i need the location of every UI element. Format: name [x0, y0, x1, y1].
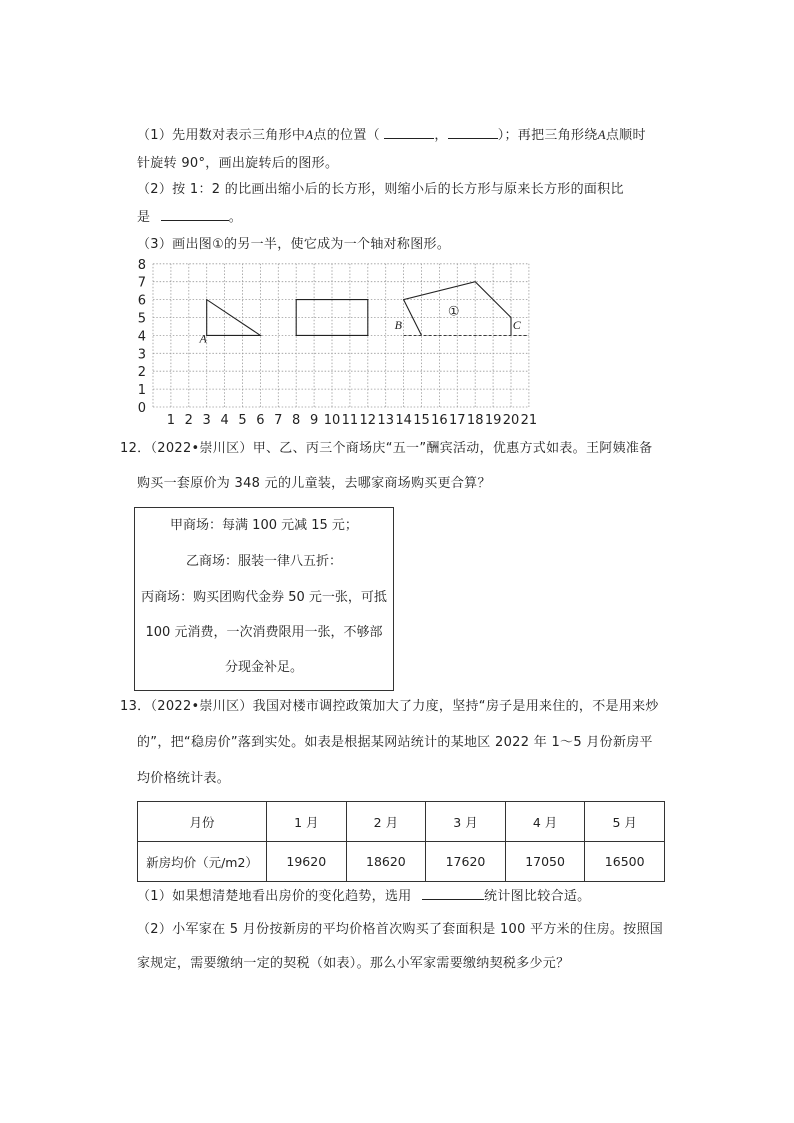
x-tick-label: 2: [184, 413, 193, 428]
x-tick-label: 11: [341, 413, 359, 428]
value-cell: 16500: [585, 842, 665, 882]
x-tick-label: 13: [377, 413, 394, 428]
x-tick-label: 6: [256, 413, 265, 428]
promo-store-a: 甲商场：每满 100 元减 15 元；: [170, 518, 358, 533]
row-label-cell: 新房均价（元/m2）: [138, 842, 267, 882]
promo-store-c-end: 分现金补足。: [224, 660, 303, 675]
y-tick-label: 2: [137, 365, 146, 381]
x-tick-label: 4: [220, 413, 229, 428]
q13-line2: 的”，把“稳房价”落到实处。如表是根据某网站统计的某地区 2022 年 1～5 月份新房平: [137, 735, 653, 750]
point-b-grid-label: B: [394, 318, 402, 333]
value-cell: 19620: [267, 842, 347, 882]
y-tick-label: 8: [137, 257, 146, 273]
answer-blank-y[interactable]: [448, 126, 498, 139]
y-tick-label: 5: [137, 311, 146, 327]
price-table-header: [138, 802, 665, 842]
y-tick-label: 0: [137, 401, 146, 416]
answer-blank-x[interactable]: [384, 126, 434, 139]
x-tick-label: 3: [202, 413, 211, 428]
x-tick-label: 14: [395, 413, 412, 428]
x-tick-label: 17: [449, 413, 466, 428]
q11-part3: （3）画出图①的另一半，使它成为一个轴对称图形。: [137, 237, 451, 252]
q13-sub2-line2: 家规定，需要缴纳一定的契税（如表）。那么小军家需要缴纳契税多少元？: [137, 956, 570, 971]
q13-line3: 均价格统计表。: [137, 771, 231, 786]
price-table: [137, 801, 665, 882]
point-a-label: A: [305, 127, 314, 142]
y-tick-label: 3: [137, 347, 146, 363]
y-tick-label: 1: [137, 383, 146, 399]
promo-store-b: 乙商场：服装一律八五折：: [185, 554, 342, 569]
point-c-grid-label: C: [512, 318, 521, 333]
point-a-grid-label: A: [199, 331, 207, 346]
answer-blank-ratio[interactable]: [161, 208, 229, 221]
q12-line2: 购买一套原价为 348 元的儿童装，去哪家商场购买更合算？: [137, 476, 491, 491]
q13-sub2-line1: （2）小军家在 5 月份按新房的平均价格首次购买了套面积是 100 平方米的住房。按照国: [137, 922, 664, 937]
promotion-box: [134, 507, 394, 691]
promo-store-c-cont: 100 元消费，一次消费限用一张，不够部: [145, 625, 383, 640]
x-tick-label: 20: [502, 413, 520, 428]
x-tick-label: 21: [520, 413, 538, 428]
q11-part1-line1: （1）先用数对表示三角形中A点的位置（ ， ）；再把三角形绕A点顺时: [137, 127, 646, 143]
x-tick-label: 1: [166, 413, 176, 428]
price-table-row: [138, 842, 665, 882]
q13-sub1: （1）如果想清楚地看出房价的变化趋势，选用 统计图比较合适。: [137, 889, 591, 904]
header-cell: 4 月: [505, 802, 585, 842]
x-tick-label: 16: [431, 413, 448, 428]
figure-one-label: ①: [447, 304, 460, 320]
x-tick-label: 8: [292, 413, 301, 428]
x-tick-label: 18: [466, 413, 484, 428]
q11-part2-line2: 是 。: [137, 210, 243, 225]
x-tick-label: 5: [238, 413, 247, 428]
q13-line1: 13．（2022•崇川区）我国对楼市调控政策加大了力度，坚持“房子是用来住的，不是用来炒: [120, 699, 659, 714]
value-cell: 17620: [426, 842, 506, 882]
promo-store-c: 丙商场：购买团购代金券 50 元一张，可抵: [141, 590, 387, 605]
q11-part1-line2: 针旋转 90°，画出旋转后的图形。: [137, 156, 339, 171]
x-tick-label: 7: [274, 413, 283, 428]
y-tick-label: 4: [137, 329, 146, 345]
value-cell: 18620: [346, 842, 426, 882]
y-tick-label: 7: [137, 275, 146, 291]
header-cell: 1 月: [267, 802, 347, 842]
header-cell: 5 月: [585, 802, 665, 842]
q11-part2-line1: （2）按 1：2 的比画出缩小后的长方形，则缩小后的长方形与原来长方形的面积比: [137, 182, 624, 197]
q12-line1: 12．（2022•崇川区）甲、乙、丙三个商场庆“五一”酬宾活动，优惠方式如表。王阿姨准备: [120, 441, 653, 456]
x-tick-label: 12: [359, 413, 377, 428]
value-cell: 17050: [505, 842, 585, 882]
x-tick-label: 9: [309, 413, 319, 428]
y-tick-label: 6: [137, 293, 146, 309]
x-tick-label: 10: [323, 413, 341, 428]
coordinate-grid[interactable]: [128, 252, 548, 430]
header-cell: 月份: [138, 802, 267, 842]
answer-blank-chart[interactable]: [422, 887, 484, 900]
header-cell: 2 月: [346, 802, 426, 842]
x-tick-label: 19: [484, 413, 502, 428]
x-tick-label: 15: [413, 413, 430, 428]
header-cell: 3 月: [426, 802, 506, 842]
